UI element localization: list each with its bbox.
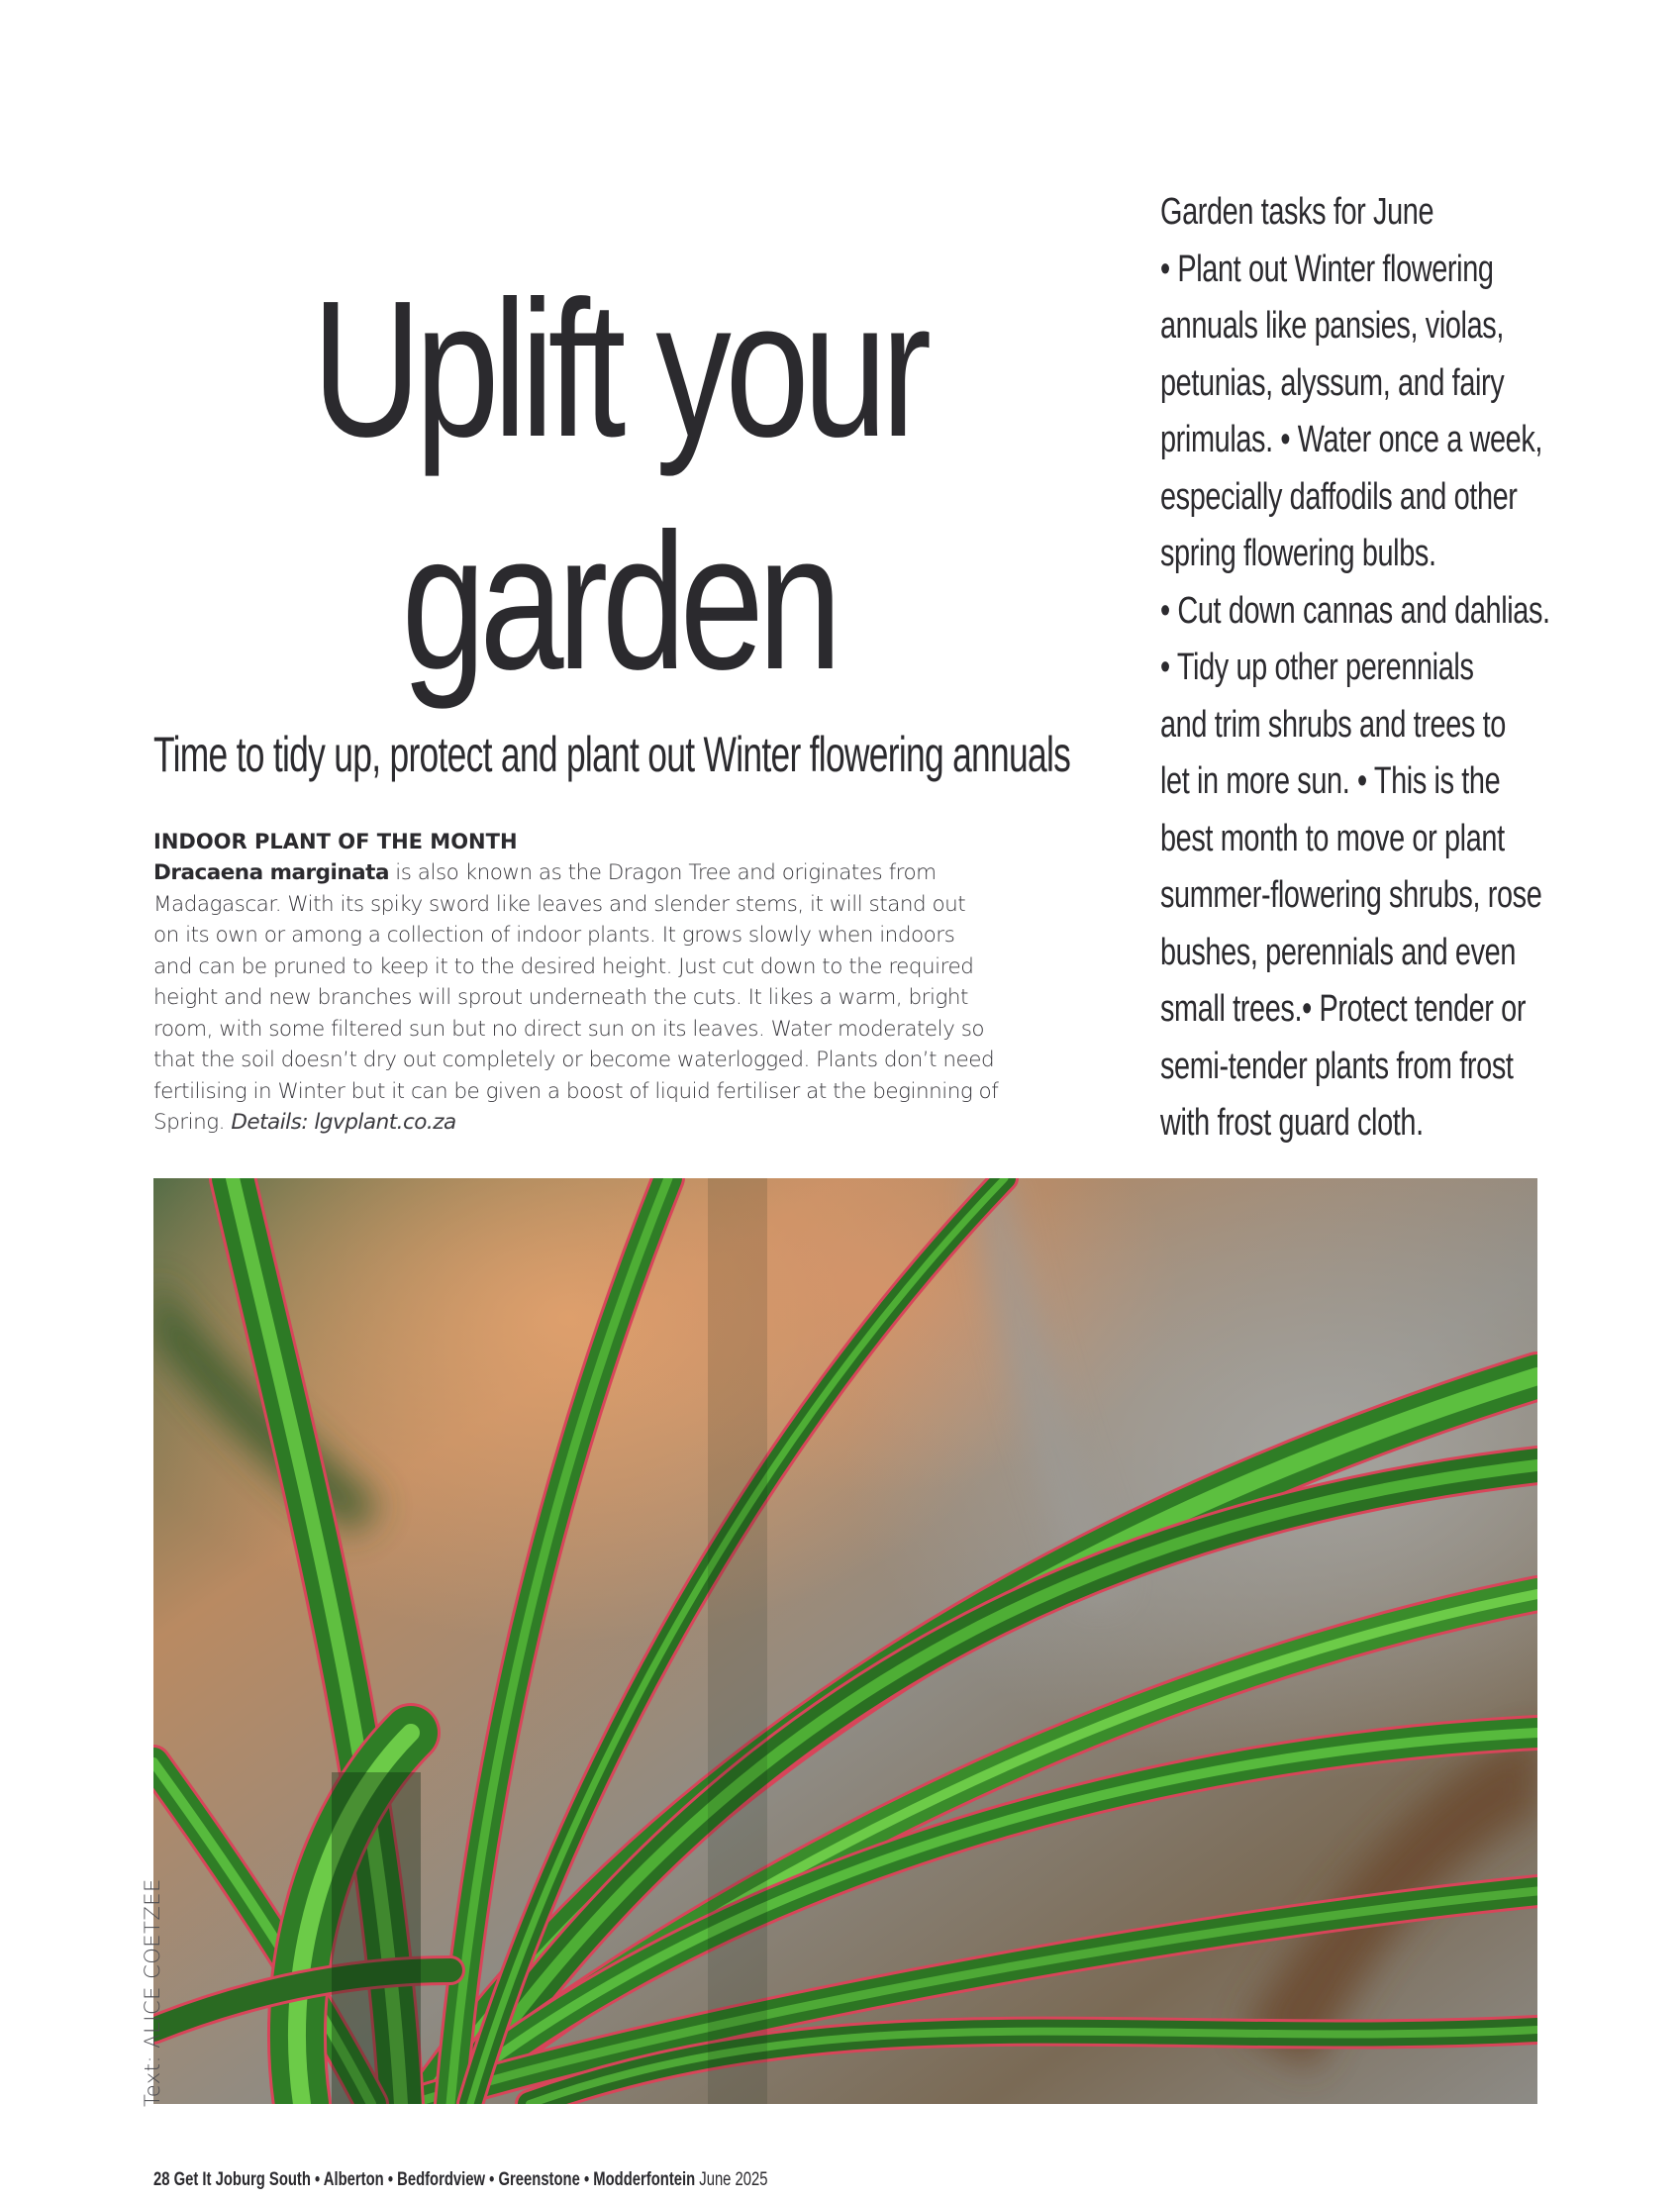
tasks-line: • Tidy up other perennials — [1160, 647, 1474, 688]
body-line: that the soil doesn’t dry out completely or become waterlogged. Plants don’t need — [153, 1048, 995, 1072]
body-line: room, with some filtered sun but no direct sun on its leaves. Water moderately so — [153, 1016, 985, 1042]
tasks-line: • Cut down cannas and dahlias. — [1160, 589, 1550, 632]
headline — [255, 252, 981, 718]
tasks-line: summer-flowering shrubs, rose — [1160, 874, 1542, 916]
footer-date: June 2025 — [695, 2169, 768, 2190]
headline-line-2: garden — [401, 493, 837, 710]
body-line: height and new branches will sprout underneath the cuts. It likes a warm, bright — [153, 985, 968, 1010]
tasks-line: petunias, alyssum, and fairy — [1160, 361, 1505, 404]
tasks-line: semi-tender plants from frost — [1160, 1045, 1514, 1087]
garden-tasks-column — [1160, 184, 1555, 1152]
body-line-text: Spring. — [153, 1110, 232, 1135]
tasks-line: best month to move or plant — [1160, 817, 1505, 859]
indoor-plant-heading: INDOOR PLANT OF THE MONTH — [153, 830, 518, 853]
tasks-line: primulas. • Water once a week, — [1160, 419, 1543, 460]
indoor-plant-body — [153, 857, 1094, 1139]
tasks-title: Garden tasks for June — [1160, 191, 1434, 233]
headline-line-1: Uplift your — [312, 260, 926, 477]
body-line: and can be pruned to keep it to the desired height. Just cut down to the required — [153, 953, 974, 979]
tasks-line: • Plant out Winter flowering — [1160, 248, 1494, 290]
page-footer — [153, 2169, 768, 2191]
details-link: Details: lgvplant.co.za — [231, 1110, 456, 1135]
tasks-line: especially daffodils and other — [1160, 475, 1518, 518]
tasks-line: and trim shrubs and trees to — [1160, 703, 1506, 746]
tasks-line: annuals like pansies, violas, — [1160, 305, 1504, 347]
photo-credit: Text: ALICE COETZEE — [141, 1878, 164, 2107]
footer-publication: 28 Get It Joburg South • Alberton • Bedfordview • Greenstone • Modderfontein — [153, 2169, 696, 2190]
body-line: Madagascar. With its spiky sword like leaves and slender stems, it will stand out — [153, 891, 966, 917]
tasks-line: small trees.• Protect tender or — [1160, 988, 1527, 1030]
body-line — [153, 857, 1094, 889]
tasks-line: bushes, perennials and even — [1160, 931, 1517, 973]
tasks-line: with frost guard cloth. — [1160, 1102, 1424, 1144]
tasks-line: let in more sun. • This is the — [1160, 760, 1501, 802]
body-line-text: is also known as the Dragon Tree and originates from — [388, 860, 937, 885]
body-line — [153, 1107, 1094, 1139]
body-line: on its own or among a collection of indoor plants. It grows slowly when indoors — [153, 923, 955, 948]
body-line: fertilising in Winter but it can be given a boost of liquid fertiliser at the beginning of — [153, 1078, 999, 1104]
indoor-plant-section — [153, 827, 1094, 1139]
dracaena-photo-image — [153, 1178, 1537, 2104]
dracaena-photo — [153, 1178, 1537, 2104]
tasks-line: spring flowering bulbs. — [1160, 533, 1436, 574]
subheadline: Time to tidy up, protect and plant out Winter flowering annuals — [153, 727, 1071, 782]
plant-name: Dracaena marginata — [153, 860, 389, 885]
